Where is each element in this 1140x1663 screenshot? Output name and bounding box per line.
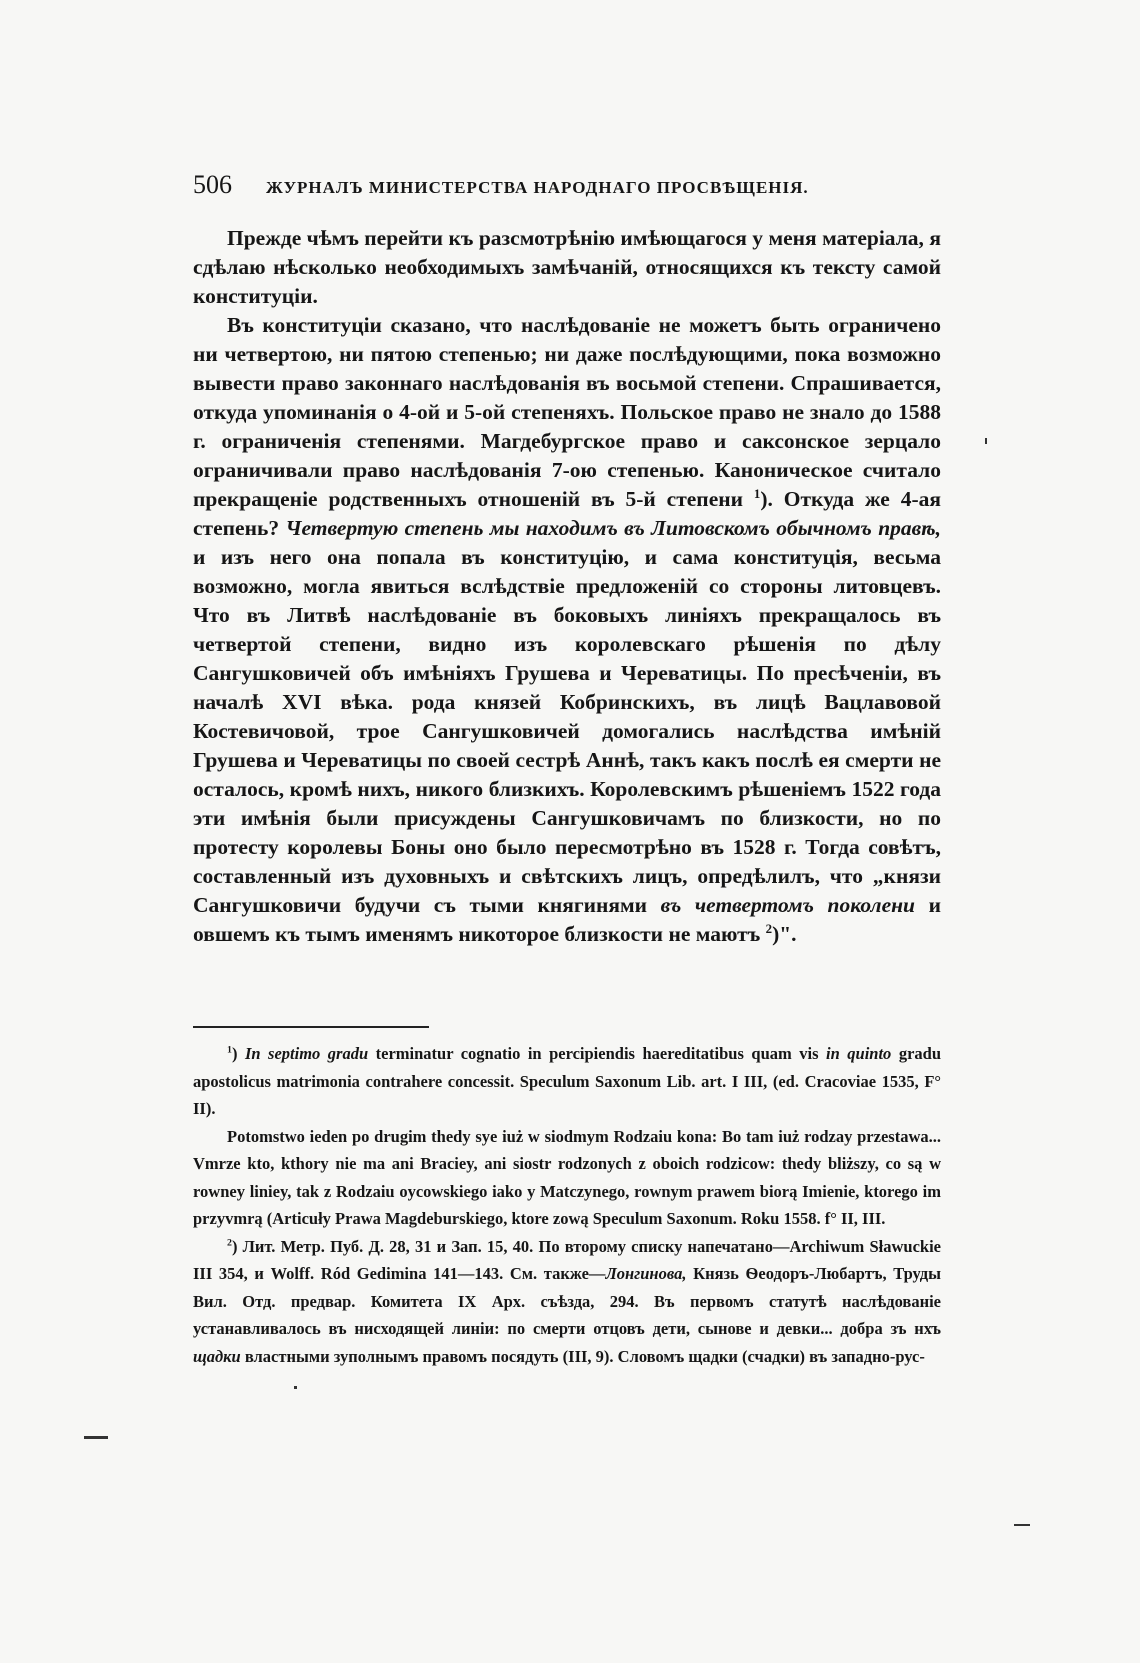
paragraph-1: Прежде чѣмъ перейти къ разсмотрѣнію имѣющагося у меня матеріала, я сдѣлаю нѣсколько необходимыхъ замѣчаній, относящихся къ тексту самой конституціи. [193, 226, 941, 308]
footnote-2-marker: 2 [227, 1237, 232, 1248]
footnote-1-polish: Potomstwo ieden po drugim thedy sye iuż w siodmym Rodzaiu kona: Bo tam iuż rodzay przestawa... Vmrze kto, kthory nie ma ani Braciey, ani siostr rodzonych z oboich rodzicow: thedy bliższy, co są w rowney liniey, tak z Rodzaiu oycowskiego iako y Matczynego, rownym prawem biorą Imienie, ktorego im przyvmrą (Articuły Prawa Magdeburskiego, ktore zową Speculum Saxonum. Roku 1558. f° II, III. [193, 1126, 941, 1228]
paragraph-2-part-a: Въ конституціи сказано, что наслѣдованіе не можетъ быть ограничено ни четвертою, ни пятою степенью; ни даже послѣдующими, пока возможно вывести право законнаго наслѣдованія въ восьмой степени. Спрашивается, откуда упоминанія о 4-ой и 5-ой степеняхъ. Польское право не знало до 1588 г. ограниченія степенями. Магдебургское право и саксонское зерцало ограничивали право наслѣдованія 7-ою степенью. Каноническое считало прекращеніе родственныхъ отношеній въ 5-й степени [193, 313, 941, 511]
scan-artifact-dash [84, 1436, 108, 1439]
footnote-2: $^2$) Лит. Метр. Пуб. Д. 28, 31 и Зап. 15, 40. По второму списку напечатано—Archiwum Sławuckie III 354, и Wolff. Ród Gedimina 141—143. См. также—Лонгинова, Князь Ѳеодоръ-Любартъ, Труды Вил. Отд. предвар. Комитета IX Арх. съѣзда, 294. Въ первомъ статутѣ наслѣдованіе устанавливалось въ нисходящей линіи: по смерти отцовъ дети, сынове и девки... добра зъ нхъ щадки властными зуполнымъ правомъ посядуть (III, 9). Словомъ щадки (счадки) въ западно-рус- [193, 1236, 942, 1366]
scan-artifact-mark-right [1014, 1524, 1030, 1526]
footnote-1-text-a: terminatur cognatio in percipiendis haereditatibus quam vis [375, 1044, 819, 1063]
italic-emphasis-2: въ четвертомъ поколени [660, 893, 916, 917]
paragraph-2-part-b: ). Откуда же 4-ая степень? [193, 487, 941, 540]
paragraph-2 [193, 311, 941, 949]
footnote-2-text-b: Князь Ѳеодоръ-Любартъ, Труды Вил. Отд. предвар. Комитета IX Арх. съѣзда, 294. Въ первомъ статутѣ наслѣдованіе устанавливалось въ нисходящей линіи: по смерти отцовъ дети, сынове и девки... добра зъ нхъ [193, 1264, 942, 1338]
footnote-1-marker: 1 [227, 1044, 232, 1056]
footnote-2-text-c: властными зуполнымъ правомъ посядуть (III, 9). Словомъ щадки (счадки) въ западно-рус- [244, 1346, 925, 1366]
footnote-1-italic-2: in quinto [826, 1044, 892, 1063]
footnote-2-italic-2: щадки [193, 1346, 241, 1366]
footnote-2-italic-1: Лонгинова, [605, 1264, 687, 1283]
paragraph-2-part-e: )". [772, 922, 797, 946]
paragraph-2-part-c: и изъ него она попала въ конституцію, и сама конституція, весьма возможно, могла явиться вслѣдствіе предложеній со стороны литовцевъ. Что въ Литвѣ наслѣдованіе въ боковыхъ линіяхъ прекращалось въ четвертой степени, видно изъ королевскаго рѣшенія по дѣлу Сангушковичей объ имѣніяхъ Грушева и Череватицы. По пресѣченіи, въ началѣ XVI вѣка. рода князей Кобринскихъ, въ лицѣ Вацлавовой Костевичовой, трое Сангушковичей домогались наслѣдства имѣній Грушева и Череватицы по своей сестрѣ Аннѣ, такъ какъ послѣ ея смерти не осталось, кромѣ нихъ, никого близкихъ. Королевскимъ рѣшеніемъ 1522 года эти имѣнія были присуждены Сангушковичамъ по близкости, но по протесту королевы Боны оно было пересмотрѣно въ 1528 г. Тогда совѣтъ, составленный изъ духовныхъ и свѣтскихъ лицъ, опредѣлилъ, что „князи Сангушковичи будучи съ тыми княгинями [193, 545, 941, 917]
footnote-1-italic-1: In septimo gradu [244, 1044, 369, 1063]
main-text [193, 224, 941, 949]
italic-emphasis-1: Четвертую степень мы находимъ въ Литовскомъ обычномъ правѣ, [285, 516, 942, 540]
footnote-2-text-a: Лит. Метр. Пуб. Д. 28, 31 и Зап. 15, 40. По второму списку напечатано—Archiwum Sławuckie III 354, и Wolff. Ród Gedimina 141—143. См. также— [193, 1236, 941, 1283]
page-header [193, 170, 933, 200]
footnote-1-text-b: gradu apostolicus matrimonia contrahere concessit. Speculum Saxonum Lib. art. I III, (ed. Cracoviae 1535, F° II). [193, 1044, 941, 1118]
footnote-1: $^1$) In septimo gradu terminatur cognatio in percipiendis haereditatibus quam vis in quinto gradu apostolicus matrimonia contrahere concessit. Speculum Saxonum Lib. art. I III, (ed. Cracoviae 1535, F° II). [193, 1044, 941, 1118]
footnote-divider [193, 1026, 429, 1028]
footnote-ref-2[interactable]: 2 [765, 921, 773, 936]
footnote-ref-1[interactable]: 1 [753, 486, 761, 501]
paragraph-2-part-d: и овшемъ къ тымъ именямъ никоторое близкости не маютъ [193, 893, 941, 946]
scan-artifact-dot [294, 1386, 297, 1389]
running-title: ЖУРНАЛЪ МИНИСТЕРСТВА НАРОДНАГО ПРОСВѢЩЕНІЯ. [266, 178, 809, 197]
footnotes [193, 1040, 941, 1370]
page-number: 506 [193, 170, 232, 199]
scan-artifact-tick-right [985, 438, 987, 444]
